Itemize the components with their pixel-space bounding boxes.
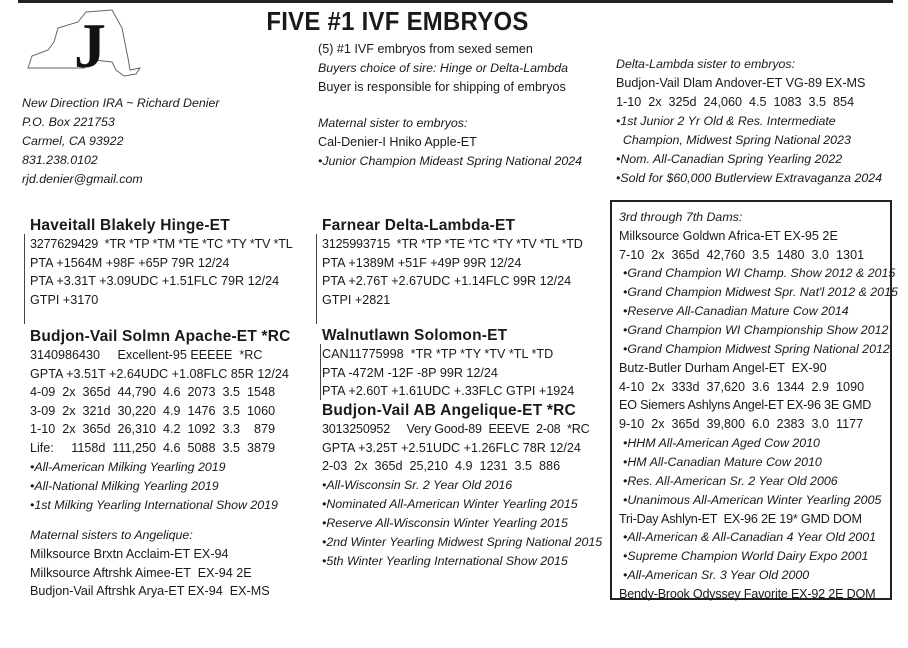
dam-line: GPTA +3.25T +2.51UDC +1.26FLC 78R 12/24 (322, 440, 581, 455)
angelique-block (322, 401, 602, 571)
section-heading: Maternal sister to embryos: (318, 116, 468, 130)
honor: •Grand Champion Midwest Spr. Nat'l 2012 & 2015 (623, 285, 898, 300)
sire-line: GTPI +2821 (322, 292, 391, 307)
sire-line: PTA +2.60T +1.61UDC +.33FLC GTPI +1924 (322, 384, 575, 399)
honor: •HHM All-American Aged Cow 2010 (623, 435, 820, 450)
contact-address2: Carmel, CA 93922 (22, 134, 124, 148)
honor: •Nominated All-American Winter Yearling 2015 (322, 496, 578, 511)
honor: •1st Milking Yearling International Show 2019 (30, 497, 278, 512)
animal-name: Budjon-Vail Aftrshk Arya-ET EX-94 EX-MS (30, 584, 270, 599)
dam-line: Life: 1158d 111,250 4.6 5088 3.5 3879 (30, 440, 276, 455)
sire-line: GTPI +3170 (30, 292, 99, 307)
animal-name: Milksource Aftrshk Aimee-ET EX-94 2E (30, 565, 252, 580)
honor: •Junior Champion Mideast Spring National 2024 (318, 154, 583, 168)
contact-block (22, 94, 220, 189)
production-record: 1-10 2x 325d 24,060 4.5 1083 3.5 854 (616, 95, 855, 109)
sire-line: PTA +1564M +98F +65P 79R 12/24 (30, 255, 230, 270)
honor: •All-Wisconsin Sr. 2 Year Old 2016 (322, 477, 513, 492)
honor: •All-National Milking Yearling 2019 (30, 478, 219, 493)
contact-phone: 831.238.0102 (22, 153, 98, 167)
honor: •2nd Winter Yearling Midwest Spring National 2015 (322, 534, 603, 549)
divider (316, 234, 317, 324)
honor: •Sold for $60,000 Butlerview Extravaganza 2024 (616, 171, 883, 185)
dam-name: Butz-Butler Durham Angel-ET EX-90 (619, 361, 827, 376)
top-rule (18, 0, 893, 3)
section-heading: 3rd through 7th Dams: (619, 210, 743, 224)
contact-address1: P.O. Box 221753 (22, 115, 115, 129)
honor: •Reserve All-Wisconsin Winter Yearling 2015 (322, 515, 568, 530)
sire-line: PTA +3.31T +3.09UDC +1.51FLC 79R 12/24 (30, 274, 280, 289)
delta-block (322, 216, 583, 309)
dam-line: 1-10 2x 365d 26,310 4.2 1092 3.3 879 (30, 422, 276, 437)
animal-name: Cal-Denier-I Hniko Apple-ET (318, 135, 477, 149)
honor: •Reserve All-Canadian Mature Cow 2014 (623, 304, 849, 319)
sire-name: Walnutlawn Solomon-ET (322, 327, 508, 344)
contact-name: New Direction IRA ~ Richard Denier (22, 96, 220, 110)
honor: •1st Junior 2 Yr Old & Res. Intermediate (616, 114, 836, 128)
sire-line: PTA -472M -12F -8P 99R 12/24 (322, 365, 498, 380)
honor: •HM All-Canadian Mature Cow 2010 (623, 454, 822, 469)
production-record: 9-10 2x 365d 39,800 6.0 2383 3.0 1177 (619, 416, 864, 431)
angelique-sisters-block (30, 526, 270, 601)
honor: •All-American & All-Canadian 4 Year Old 2001 (623, 530, 876, 545)
contact-email: rjd.denier@gmail.com (22, 172, 143, 186)
sire-line: 3125993715 *TR *TP *TE *TC *TY *TV *TL *TD (322, 237, 583, 251)
dam-line: 3-09 2x 321d 30,220 4.9 1476 3.5 1060 (30, 403, 276, 418)
offer-block (318, 40, 568, 97)
honor: Champion, Midwest Spring National 2023 (616, 133, 851, 147)
dam-line: 3140986430 Excellent-95 EEEEE *RC (30, 348, 263, 362)
solomon-block (322, 326, 574, 401)
sire-name: Haveitall Blakely Hinge-ET (30, 217, 230, 234)
divider (320, 344, 321, 400)
production-record: 7-10 2x 365d 42,760 3.5 1480 3.0 1301 (619, 247, 865, 262)
dam-name: Milksource Goldwn Africa-ET EX-95 2E (619, 229, 838, 243)
animal-name: Budjon-Vail Dlam Andover-ET VG-89 EX-MS (616, 76, 866, 90)
honor: •Supreme Champion World Dairy Expo 2001 (623, 549, 869, 564)
hinge-block (30, 216, 293, 309)
dl-sister-block (616, 55, 882, 188)
animal-name: Milksource Brxtn Acclaim-ET EX-94 (30, 547, 229, 561)
dam-name: Budjon-Vail AB Angelique-ET *RC (322, 402, 576, 419)
dam-line: 2-03 2x 365d 25,210 4.9 1231 3.5 886 (322, 459, 561, 474)
section-heading: Delta-Lambda sister to embryos: (616, 57, 796, 71)
honor: •Unanimous All-American Winter Yearling 2005 (623, 492, 882, 507)
section-heading: Maternal sisters to Angelique: (30, 528, 193, 542)
divider (24, 234, 25, 324)
sire-line: PTA +1389M +51F +49P 99R 12/24 (322, 255, 522, 270)
dam-line: 3013250952 Very Good-89 EEEVE 2-08 *RC (322, 422, 590, 436)
dam-name: Budjon-Vail Solmn Apache-ET *RC (30, 328, 291, 345)
offer-line: Buyers choice of sire: Hinge or Delta-Lambda (318, 61, 568, 75)
logo-letter: J (74, 10, 106, 81)
page-title: FIVE #1 IVF EMBRYOS (266, 6, 529, 36)
sire-line: CAN11775998 *TR *TP *TY *TV *TL *TD (322, 347, 554, 361)
sire-line: PTA +2.76T +2.67UDC +1.14FLC 99R 12/24 (322, 274, 572, 289)
production-record: 4-10 2x 333d 37,620 3.6 1344 2.9 1090 (619, 379, 865, 394)
dam-line: GPTA +3.51T +2.64UDC +1.08FLC 85R 12/24 (30, 366, 289, 381)
honor: •All-American Milking Yearling 2019 (30, 459, 226, 474)
honor: •Grand Champion WI Championship Show 2012 (623, 323, 889, 338)
honor: •Nom. All-Canadian Spring Yearling 2022 (616, 152, 843, 166)
offer-line: (5) #1 IVF embryos from sexed semen (318, 42, 533, 56)
offer-line: Buyer is responsible for shipping of embryos (318, 80, 566, 94)
apache-block (30, 327, 291, 515)
honor: •All-American Sr. 3 Year Old 2000 (623, 568, 810, 583)
sire-line: 3277629429 *TR *TP *TM *TE *TC *TY *TV *TL (30, 237, 293, 251)
dams-block (619, 208, 898, 604)
honor: •5th Winter Yearling International Show 2015 (322, 553, 568, 568)
honor: •Grand Champion WI Champ. Show 2012 & 2015 (623, 266, 896, 281)
honor: •Grand Champion Midwest Spring National 2012 (623, 342, 890, 357)
honor: •Res. All-American Sr. 2 Year Old 2006 (623, 473, 838, 488)
dam-name: Bendy-Brook Odyssey Favorite EX-92 2E DOM (619, 587, 876, 602)
maternal-sister-block (318, 114, 582, 171)
sire-name: Farnear Delta-Lambda-ET (322, 217, 516, 234)
dam-name: EO Siemers Ashlyns Angel-ET EX-96 3E GMD (619, 398, 872, 413)
dam-line: 4-09 2x 365d 44,790 4.6 2073 3.5 1548 (30, 385, 276, 400)
dam-name: Tri-Day Ashlyn-ET EX-96 2E 19* GMD DOM (619, 511, 862, 526)
